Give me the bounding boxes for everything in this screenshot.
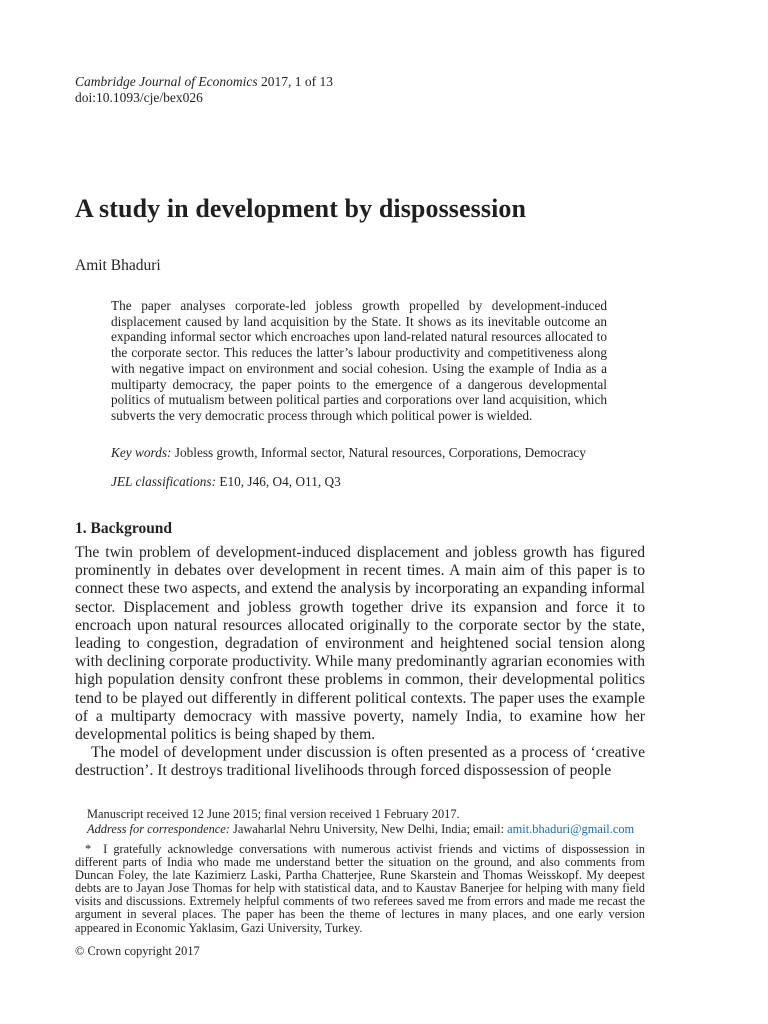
journal-volume-info: 2017, 1 of 13 [257, 74, 333, 89]
body-paragraph: The twin problem of development-induced displacement and jobless growth has figured prominently in debates over development in recent times. A main aim of this paper is to connect these two aspects, and extend the analysis by incorporating an expanding informal sector. Displacement and jobless growth together drive its expansion and force it to encroach upon natural resources allocated originally to the corporate sector by the state, leading to congestion, degradation of environment and heightened social tension along with declining corporate productivity. While many predominantly agrarian economies with high population density confront these problems in common, their developmental politics tend to be played out differently in different political contexts. The paper uses the example of a multiparty democracy with massive poverty, namely India, to examine how her developmental politics is being shaped by them. [75, 544, 645, 744]
author-name: Amit Bhaduri [75, 257, 161, 274]
acknowledgement-text: I gratefully acknowledge conversations with numerous activist friends and victims of dispossession in different parts of India who made me understand better the situation on the ground, and also comments from Duncan Foley, the late Kazimierz Laski, Partha Chatterjee, Rune Skarstein and Thomas Weisskopf. My deepest debts are to Jayan Jose Thomas for help with statistical data, and to Kaustav Banerjee for helping with many field visits and discussions. Extremely helpful comments of two referees saved me from errors and made me recast the argument in several places. The paper has been the theme of lectures in many places, and one early version appeared in Economic Yaklasim, Gazi University, Turkey. [75, 842, 645, 935]
doi: doi:10.1093/cje/bex026 [75, 90, 203, 105]
manuscript-dates: Manuscript received 12 June 2015; final version received 1 February 2017. [87, 807, 460, 821]
section-heading: 1. Background [75, 520, 173, 537]
section-body [75, 544, 645, 781]
paper-title: A study in development by dispossession [75, 194, 527, 223]
jel-text: E10, J46, O4, O11, Q3 [216, 474, 341, 489]
acknowledgement-footnote [75, 843, 645, 935]
keywords-label: Key words: [111, 445, 172, 460]
journal-citation [75, 74, 333, 90]
address-text: Jawaharlal Nehru University, New Delhi, India; email: [229, 822, 508, 836]
email-link[interactable]: amit.bhaduri@gmail.com [507, 822, 635, 836]
body-paragraph: The model of development under discussion is often presented as a process of ‘creative destruction’. It destroys traditional livelihoods through forced dispossession of people [75, 744, 645, 780]
footnote-mark: * [85, 842, 92, 856]
journal-name: Cambridge Journal of Economics [75, 74, 258, 89]
address-label: Address for correspondence: [87, 822, 230, 836]
abstract: The paper analyses corporate-led jobless growth propelled by development-induced displacement caused by land acquisition by the State. It shows as its inevitable outcome an expanding informal sector which encroaches upon land-related natural resources allocated to the corporate sector. This reduces the latter’s labour productivity and competitiveness along with negative impact on environment and social cohesion. Using the example of India as a multiparty democracy, the paper points to the emergence of a dangerous developmental politics of mutualism between political parties and corporations over land acquisition, which subverts the very democratic process through which political power is wielded. [111, 298, 607, 423]
jel-classifications [111, 474, 607, 490]
correspondence-address [87, 822, 667, 837]
copyright-notice: © Crown copyright 2017 [75, 944, 200, 958]
jel-label: JEL classifications: [111, 474, 217, 489]
keywords [111, 445, 607, 461]
keywords-text: Jobless growth, Informal sector, Natural resources, Corporations, Democracy [171, 445, 586, 460]
